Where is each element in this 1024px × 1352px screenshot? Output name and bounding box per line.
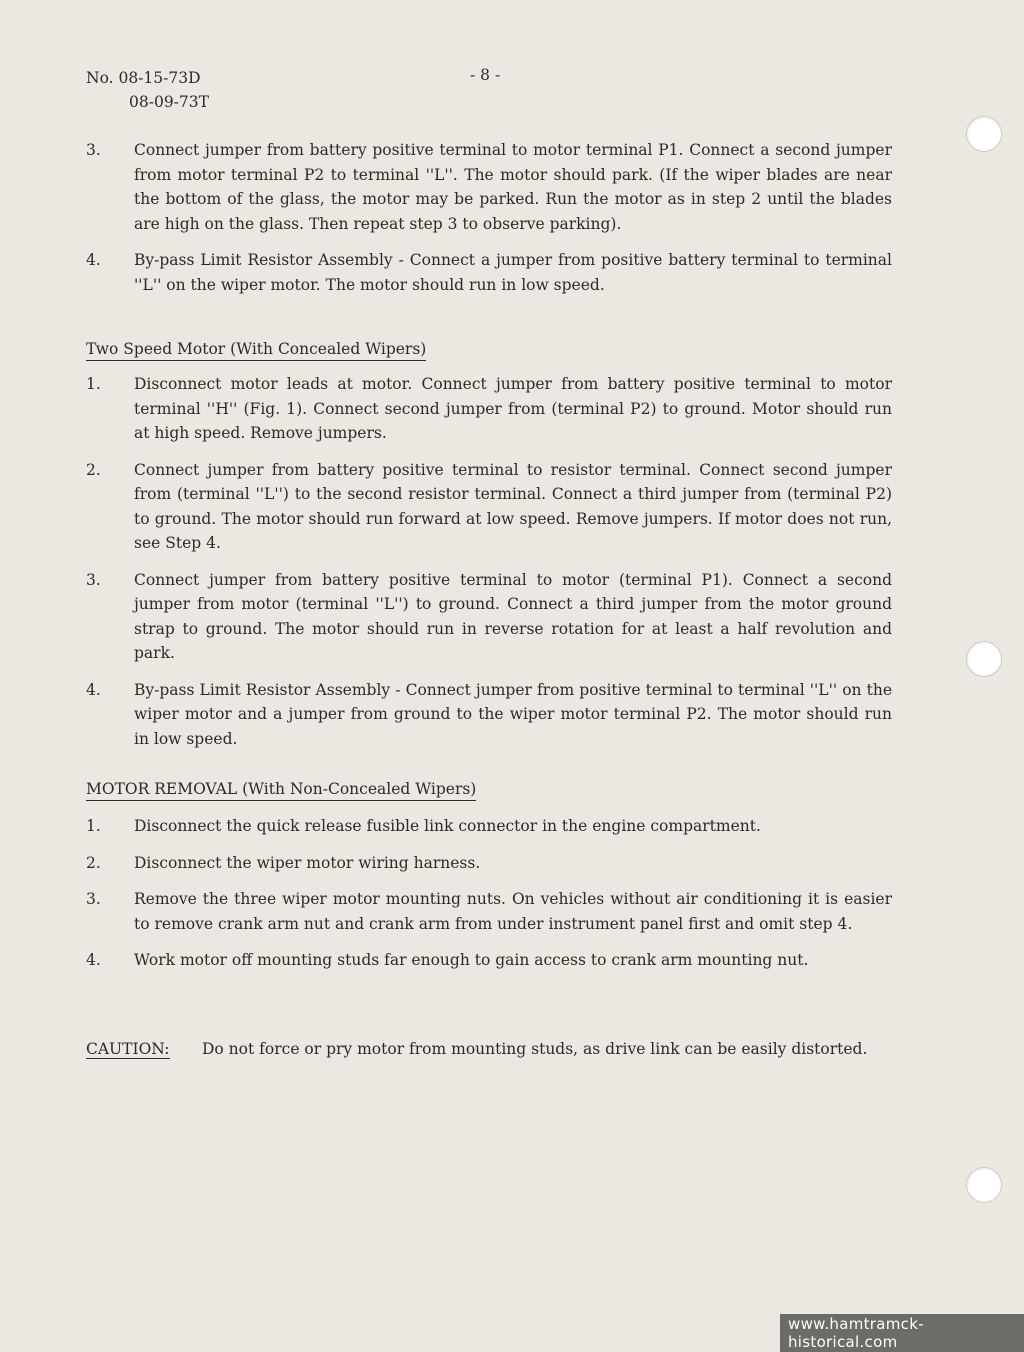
list-item <box>86 568 892 666</box>
item-text: Disconnect the wiper motor wiring harness. <box>134 853 481 872</box>
item-text: Disconnect motor leads at motor. Connect jumper from battery positive terminal to motor terminal ''H'' (Fig. 1). Connect second jumper from (terminal P2) to ground. Motor should run at high speed. Remove jumpers. <box>134 375 892 442</box>
item-number: 4. <box>86 680 101 699</box>
page-number: - 8 - <box>470 66 501 84</box>
document-number <box>86 66 209 114</box>
item-number: 3. <box>86 570 101 589</box>
list-item <box>86 458 892 556</box>
watermark: www.hamtramck-historical.com <box>780 1314 1024 1352</box>
item-text: Connect jumper from battery positive terminal to resistor terminal. Connect second jumper from (terminal ''L'') to the second resistor terminal. Connect a third jumper from (terminal P2) to ground. The motor should run forward at low speed. Remove jumpers. If motor does not run, see Step 4. <box>134 460 892 552</box>
item-number: 3. <box>86 141 101 159</box>
item-number: 3. <box>86 890 101 908</box>
list-item <box>86 138 892 236</box>
item-number: 4. <box>86 951 101 969</box>
caution-note <box>86 1037 892 1062</box>
section-heading-two-speed-motor: Two Speed Motor (With Concealed Wipers) <box>86 339 426 361</box>
item-number: 1. <box>86 375 101 393</box>
section-continued-steps <box>86 138 892 297</box>
list-item <box>86 851 892 876</box>
item-text: Remove the three wiper motor mounting nuts. On vehicles without air conditioning it is easier to remove crank arm nut and crank arm from under instrument panel first and omit step 4. <box>134 890 892 933</box>
item-text: Connect jumper from battery positive terminal to motor terminal P1. Connect a second jumper from motor terminal P2 to terminal ''L''. The motor should park. (If the wiper blades are near the bottom of the glass, the motor may be parked. Run the motor as in step 2 until the blades are high on the glass. Then repeat step 3 to observe parking). <box>134 141 892 233</box>
caution-label: CAUTION: <box>86 1040 170 1058</box>
caution-text: Do not force or pry motor from mounting studs, as drive link can be easily distorted. <box>202 1040 868 1058</box>
section-motor-removal <box>86 814 892 973</box>
item-text: Work motor off mounting studs far enough to gain access to crank arm mounting nut. <box>134 951 809 969</box>
section-two-speed-motor <box>86 372 892 751</box>
doc-number-line-1: No. 08-15-73D <box>86 69 201 87</box>
punch-hole-top <box>966 116 1002 152</box>
item-text: By-pass Limit Resistor Assembly - Connect jumper from positive terminal to terminal ''L'' on the wiper motor and a jumper from ground to the wiper motor terminal P2. The motor should run in low speed. <box>134 680 892 748</box>
list-item <box>86 887 892 936</box>
list-item <box>86 814 892 839</box>
item-text: Disconnect the quick release fusible link connector in the engine compartment. <box>134 817 761 835</box>
section-heading-motor-removal: MOTOR REMOVAL (With Non-Concealed Wipers) <box>86 779 476 801</box>
item-number: 2. <box>86 853 101 872</box>
list-item <box>86 372 892 446</box>
item-text: Connect jumper from battery positive terminal to motor (terminal P1). Connect a second jumper from motor (terminal ''L'') to ground. Connect a third jumper from the motor ground strap to ground. The motor should run in reverse rotation for at least a half revolution and park. <box>134 570 892 662</box>
punch-hole-middle <box>966 641 1002 677</box>
list-item <box>86 948 892 973</box>
item-number: 4. <box>86 251 101 269</box>
item-number: 2. <box>86 460 101 479</box>
punch-hole-bottom <box>966 1167 1002 1203</box>
item-number: 1. <box>86 817 101 835</box>
list-item <box>86 678 892 752</box>
doc-number-line-2: 08-09-73T <box>129 93 209 111</box>
item-text: By-pass Limit Resistor Assembly - Connect a jumper from positive battery terminal to terminal ''L'' on the wiper motor. The motor should run in low speed. <box>134 251 892 294</box>
list-item <box>86 248 892 297</box>
